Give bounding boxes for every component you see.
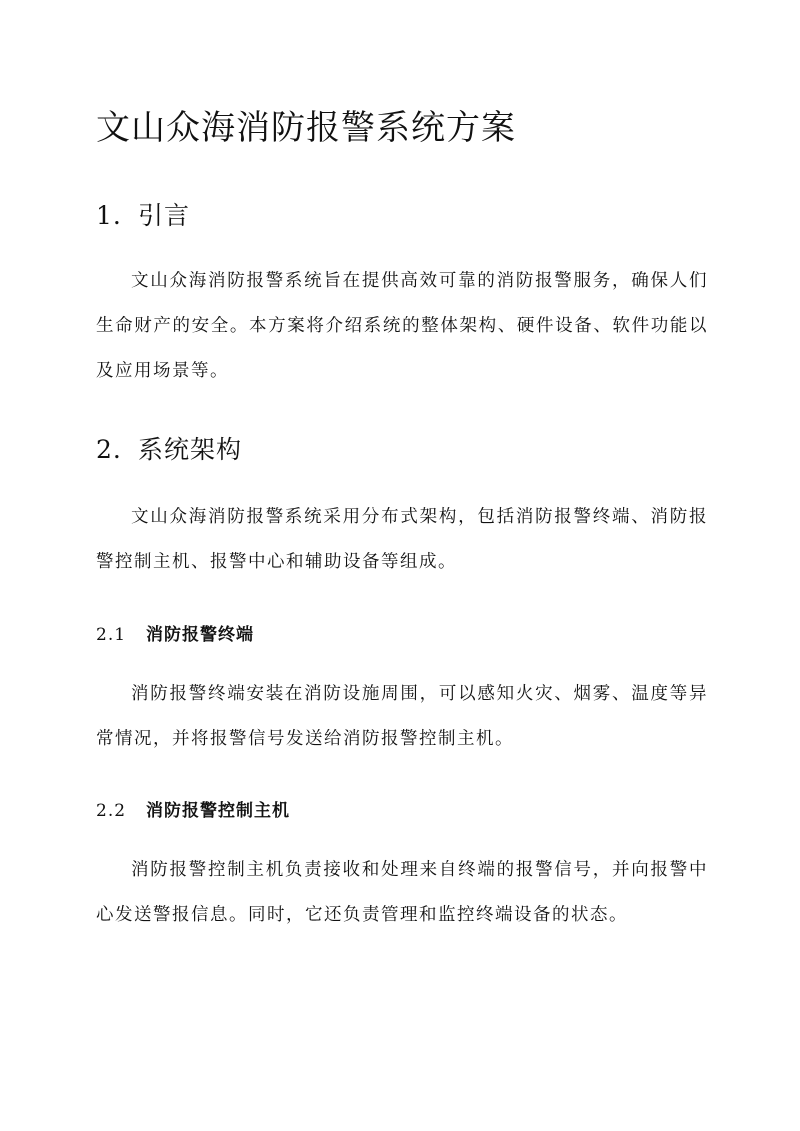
subsection-heading-alarm-terminal xyxy=(96,620,254,645)
section-heading-introduction xyxy=(96,196,190,232)
subsection-number: 2.2 xyxy=(96,801,127,821)
control-host-paragraph: 消防报警控制主机负责接收和处理来自终端的报警信号，并向报警中心发送警报信息。同时，它还负责管理和监控终端设备的状态。 xyxy=(96,860,708,925)
architecture-paragraph: 文山众海消防报警系统采用分布式架构，包括消防报警终端、消防报警控制主机、报警中心和辅助设备等组成。 xyxy=(96,507,708,572)
section-title: 系统架构 xyxy=(138,435,243,464)
subsection-number: 2.1 xyxy=(96,625,127,645)
subsection-title: 消防报警控制主机 xyxy=(146,801,290,821)
document-title: 文山众海消防报警系统方案 xyxy=(96,108,516,148)
subsection-heading-control-host xyxy=(96,796,290,821)
section-number: 2. xyxy=(96,435,122,464)
subsection-title: 消防报警终端 xyxy=(146,625,254,645)
alarm-terminal-paragraph: 消防报警终端安装在消防设施周围，可以感知火灾、烟雾、温度等异常情况，并将报警信号发送给消防报警控制主机。 xyxy=(96,684,708,749)
section-number: 1. xyxy=(96,201,122,230)
introduction-paragraph: 文山众海消防报警系统旨在提供高效可靠的消防报警服务，确保人们生命财产的安全。本方案将介绍系统的整体架构、硬件设备、软件功能以及应用场景等。 xyxy=(96,271,708,381)
section-heading-architecture xyxy=(96,430,242,466)
section-title: 引言 xyxy=(138,201,191,230)
